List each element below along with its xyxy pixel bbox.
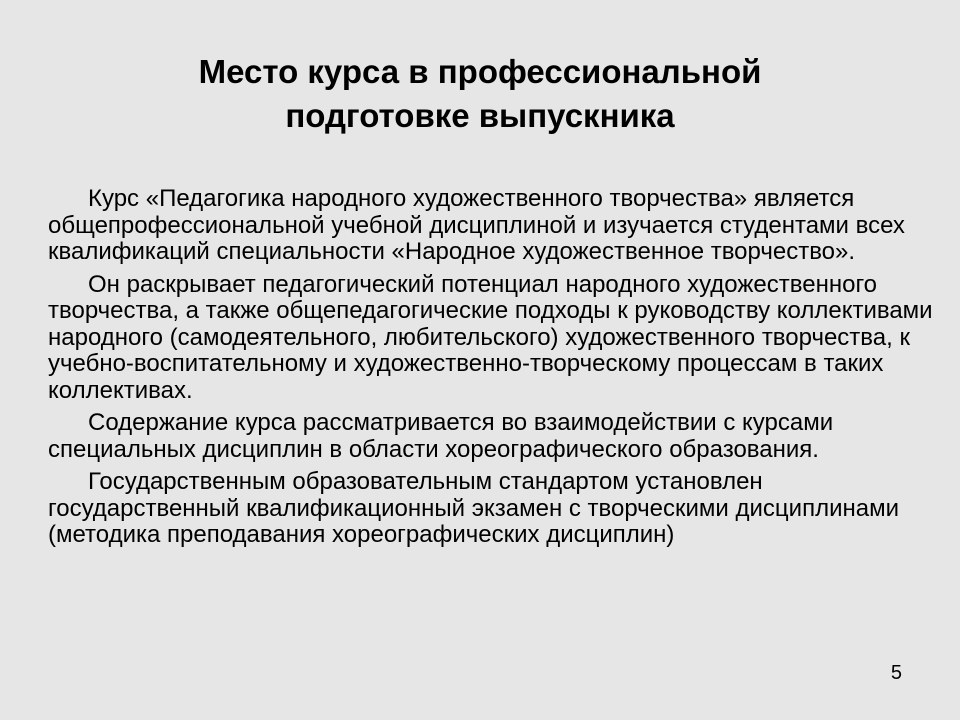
slide-title-line-1: Место курса в профессиональной	[198, 53, 762, 90]
slide-title	[0, 50, 960, 138]
slide-body	[48, 186, 948, 555]
paragraph-pedagogical-potential: Он раскрывает педагогический потенциал народного художественного творчества, а также общепедагогические подходы к руководству коллективами народного (самодеятельного, любительского) художественного творчества, к учебно-воспитательному и художественно-творческому процессам в таких коллективах.	[48, 270, 933, 404]
paragraph-course-intro: Курс «Педагогика народного художественного творчества» является общепрофессиональной учебной дисциплиной и изучается студентами всех квалификаций специальности «Народное художественное творчество».	[48, 185, 905, 265]
paragraph-state-standard: Государственным образовательным стандартом установлен государственный квалификационный экзамен с творческими дисциплинами (методика преподавания хореографических дисциплин)	[48, 468, 899, 548]
paragraph-course-content: Содержание курса рассматривается во взаимодействии с курсами специальных дисциплин в области хореографического образования.	[48, 409, 834, 463]
slide-title-line-2: подготовке выпускника	[285, 97, 675, 134]
page-number: 5	[890, 662, 902, 684]
